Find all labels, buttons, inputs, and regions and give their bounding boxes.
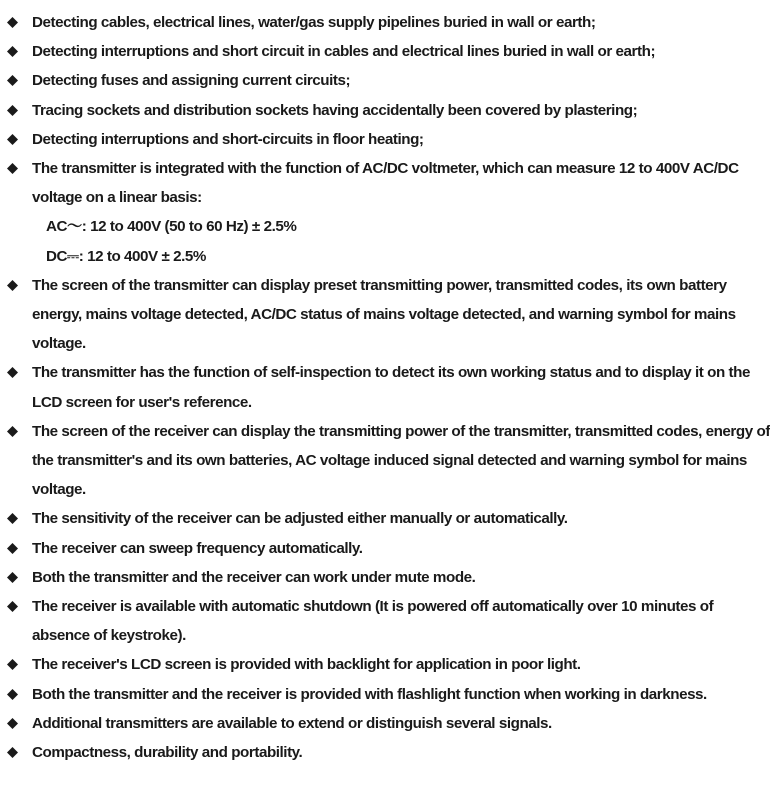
feature-text: Detecting cables, electrical lines, water/gas supply pipelines buried in wall or earth; (32, 14, 596, 31)
feature-text: Detecting fuses and assigning current circuits; (32, 72, 351, 90)
diamond-bullet-icon (7, 543, 18, 554)
feature-item (0, 358, 770, 416)
feature-text: The transmitter has the function of self-inspection to detect its own working status and to display it on the LCD screen for user's reference. (32, 364, 750, 411)
feature-item (0, 534, 770, 563)
feature-text: The sensitivity of the receiver can be adjusted either manually or automatically. (32, 510, 568, 528)
diamond-bullet-icon (7, 689, 18, 700)
feature-item (0, 738, 770, 767)
feature-item (0, 504, 770, 533)
spec-line: DC⎓: 12 to 400V ± 2.5% (46, 247, 206, 265)
diamond-bullet-icon (7, 163, 18, 174)
diamond-bullet-icon (7, 601, 18, 612)
diamond-bullet-icon (7, 659, 18, 670)
feature-item (0, 125, 770, 154)
feature-text: The receiver is available with automatic shutdown (It is powered off automatically over 10 minutes of absence of keystroke). (32, 598, 714, 645)
feature-item (0, 96, 770, 125)
diamond-bullet-icon (7, 46, 18, 57)
feature-text: Both the transmitter and the receiver is provided with flashlight function when working in darkness. (32, 685, 707, 703)
feature-text: Both the transmitter and the receiver can work under mute mode. (32, 568, 476, 586)
feature-item (0, 37, 770, 66)
diamond-bullet-icon (7, 280, 18, 291)
feature-text: The receiver's LCD screen is provided with backlight for application in poor light. (32, 656, 581, 674)
diamond-bullet-icon (7, 367, 18, 378)
feature-text: The transmitter is integrated with the function of AC/DC voltmeter, which can measure 12 to 400V AC/DC voltage on a linear basis: (32, 160, 739, 207)
feature-text: Compactness, durability and portability. (32, 744, 303, 762)
feature-item (0, 563, 770, 592)
feature-item (0, 709, 770, 738)
feature-item (0, 66, 770, 95)
diamond-bullet-icon (7, 513, 18, 524)
spec-line: AC～: 12 to 400V (50 to 60 Hz) ± 2.5% (46, 218, 297, 236)
feature-item (0, 592, 770, 650)
feature-item (0, 154, 770, 271)
diamond-bullet-icon (7, 572, 18, 583)
diamond-bullet-icon (7, 747, 18, 758)
feature-item (0, 417, 770, 505)
feature-text: Tracing sockets and distribution sockets having accidentally been covered by plastering; (32, 101, 638, 119)
diamond-bullet-icon (7, 75, 18, 86)
feature-text: Detecting interruptions and short circuit in cables and electrical lines buried in wall or earth; (32, 43, 656, 61)
feature-text: Detecting interruptions and short-circuits in floor heating; (32, 130, 424, 148)
feature-item (0, 680, 770, 709)
diamond-bullet-icon (7, 17, 18, 28)
feature-item (0, 8, 770, 37)
diamond-bullet-icon (7, 718, 18, 729)
feature-list (0, 8, 770, 767)
feature-text: Additional transmitters are available to extend or distinguish several signals. (32, 714, 552, 732)
diamond-bullet-icon (7, 105, 18, 116)
diamond-bullet-icon (7, 134, 18, 145)
feature-document (0, 8, 770, 767)
feature-item (0, 650, 770, 679)
feature-text: The screen of the transmitter can display preset transmitting power, transmitted codes, its own battery energy, mains voltage detected, AC/DC status of mains voltage detected, and warning symbol for mains voltage. (32, 276, 736, 353)
feature-text: The screen of the receiver can display the transmitting power of the transmitter, transmitted codes, energy of the transmitter's and its own batteries, AC voltage induced signal detected and warning symbol for mains voltage. (32, 422, 770, 499)
feature-item (0, 271, 770, 359)
diamond-bullet-icon (7, 426, 18, 437)
feature-text: The receiver can sweep frequency automatically. (32, 539, 363, 557)
